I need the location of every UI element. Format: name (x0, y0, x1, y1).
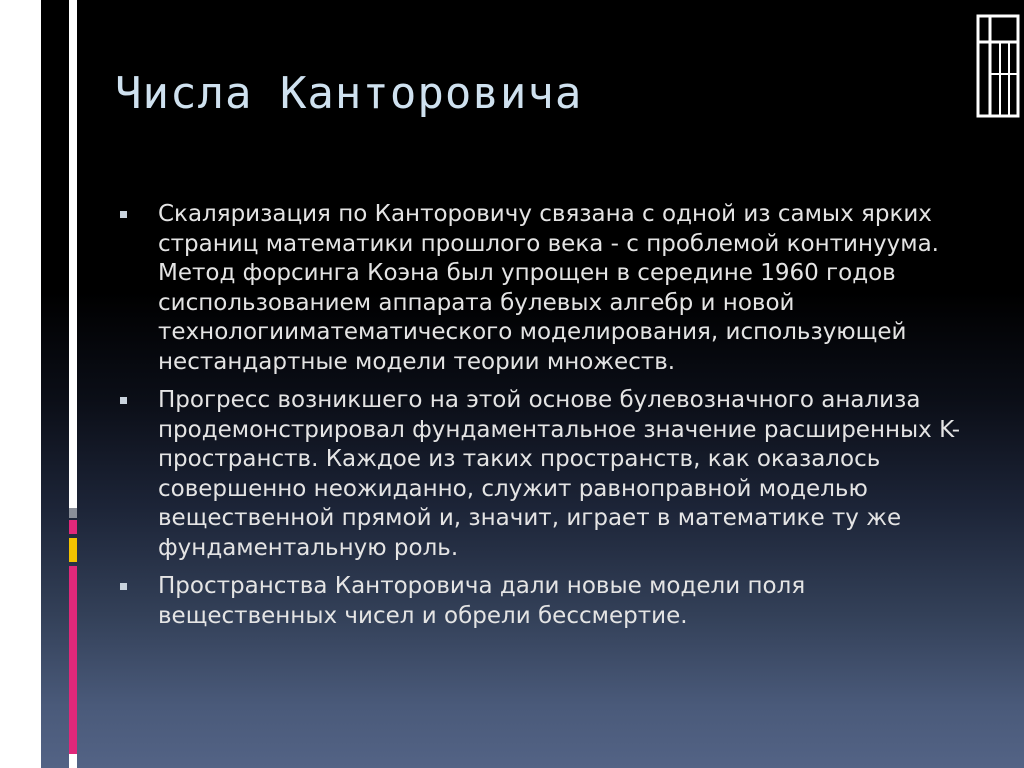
bullet-item-2 (120, 386, 980, 563)
accent-line-white (69, 0, 77, 508)
bullet-list (120, 200, 980, 640)
bullet-text-3: Пространства Канторовича дали новые модели поля вещественных чисел и обрели бессмертие. (158, 573, 806, 629)
bullet-item-3 (120, 572, 980, 631)
bullet-item-1 (120, 200, 980, 377)
bullet-text-1: Скаляризация по Канторовичу связана с одной из самых ярких страниц математики прошлого века - с проблемой континуума. Метод форсинга Коэна был упрощен в середине 1960 годов сиспользованием аппарата булевых алгебр и новой технологииматематического моделирования, использующей нестандартные модели теории множеств. (158, 201, 939, 375)
bullet-text-2: Прогресс возникшего на этой основе булевозначного анализа продемонстрировал фундаментальное значение расширенных K-пространств. Каждое из таких пространств, как оказалось совершенно неожиданно, служит равноправной моделью вещественной прямой и, значит, играет в математике ту же фундаментальную роль. (158, 387, 961, 561)
accent-line-pink-short (69, 520, 77, 534)
accent-line-gray (69, 508, 77, 518)
accent-line-pink-long (69, 566, 77, 754)
document-stack-icon (976, 14, 1020, 118)
slide-title: Числа Канторовича (115, 68, 583, 119)
left-margin (0, 0, 41, 768)
square-bullet-icon (120, 397, 127, 404)
accent-line-yellow (69, 538, 77, 562)
square-bullet-icon (120, 211, 127, 218)
square-bullet-icon (120, 583, 127, 590)
accent-line-bottom (69, 754, 77, 768)
